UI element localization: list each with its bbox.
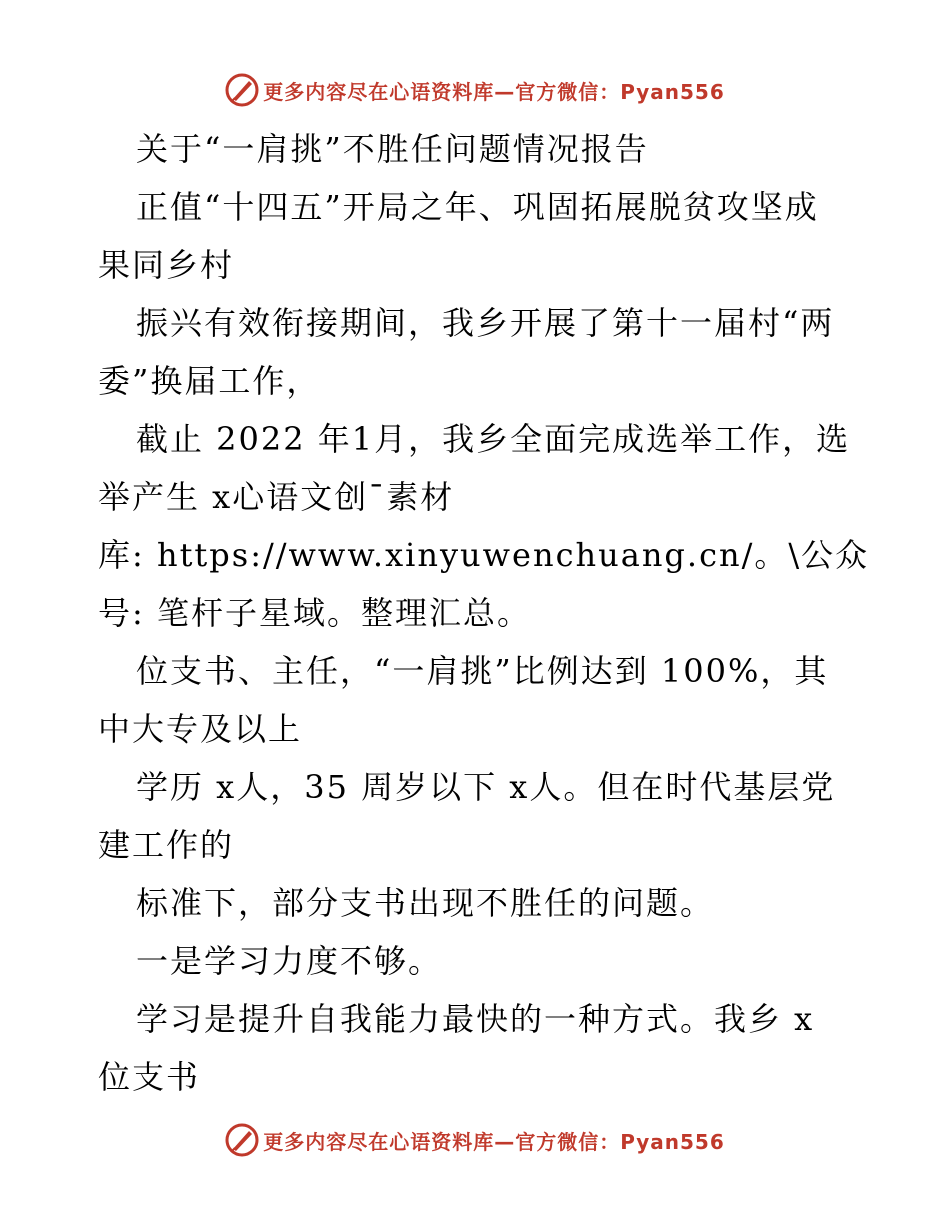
text-line: 果同乡村: [98, 246, 235, 284]
text-line: 委”换届工作，: [98, 362, 321, 400]
text-line: 号: 笔杆子星域。整理汇总。: [98, 594, 531, 632]
text-line: 中大专及以上: [98, 710, 303, 748]
text-line: 建工作的: [98, 826, 235, 864]
text-line: 举产生 x心语文创¯素材: [98, 478, 455, 516]
text-line: 关于“一肩挑”不胜任问题情况报告: [136, 130, 649, 168]
quill-logo-icon: [225, 73, 259, 107]
text-line: 正值“十四五”开局之年、巩固拓展脱贫攻坚成: [136, 188, 819, 226]
text-line: 学历 x人，35 周岁以下 x人。但在时代基层党: [136, 768, 836, 806]
text-line: 截止 2022 年1月，我乡全面完成选举工作，选: [136, 420, 851, 458]
footer-banner: [0, 1120, 950, 1160]
text-line: 位支书: [98, 1058, 201, 1096]
text-line: 位支书、主任，“一肩挑”比例达到 100%，其: [136, 652, 829, 690]
banner-text: 更多内容尽在心语资料库—官方微信：Pyan556: [263, 1129, 725, 1154]
text-line: 学习是提升自我能力最快的一种方式。我乡 x: [136, 1000, 815, 1038]
banner-text: 更多内容尽在心语资料库—官方微信：Pyan556: [263, 79, 725, 104]
document-body: [98, 120, 870, 1106]
text-line: 振兴有效衔接期间，我乡开展了第十一届村“两: [136, 304, 835, 342]
text-line: 库: https://www.xinyuwenchuang.cn/。\公众: [98, 536, 870, 574]
text-line: 一是学习力度不够。: [136, 942, 443, 980]
header-banner: [0, 70, 950, 110]
quill-logo-icon: [225, 1123, 259, 1157]
text-line: 标准下，部分支书出现不胜任的问题。: [136, 884, 715, 922]
